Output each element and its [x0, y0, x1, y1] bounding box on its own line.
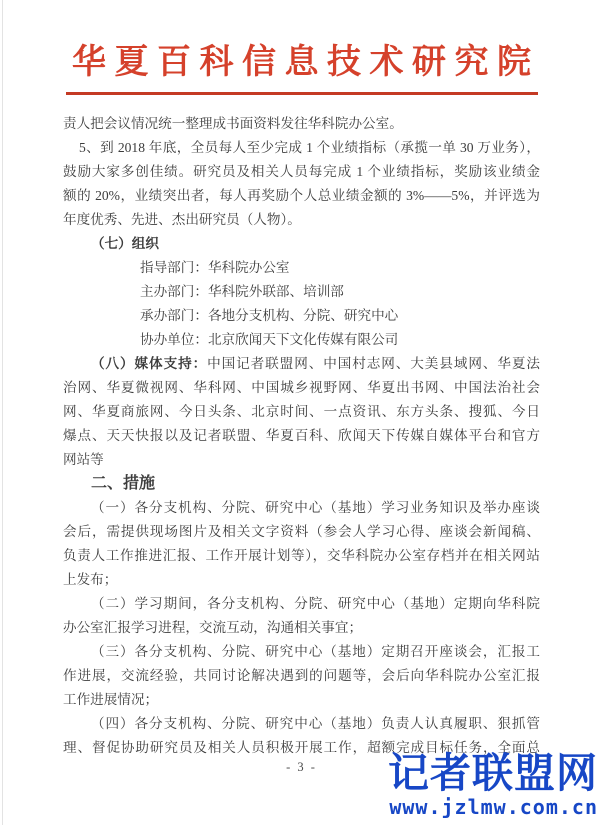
text-line — [63, 208, 540, 232]
text-line — [63, 592, 540, 616]
text-segment: 中国记者联盟网、中国村志网、大美县域网、华夏法 — [207, 356, 540, 371]
text-line — [63, 664, 540, 688]
text-segment: 工作进展情况； — [63, 692, 159, 707]
text-segment-bold: （七）组织 — [91, 236, 159, 251]
text-line — [63, 400, 540, 424]
text-segment: 治网、华夏微视网、华科网、中国城乡视野网、华夏出书网、中国法治社会 — [63, 380, 540, 395]
text-line — [63, 328, 540, 352]
text-line — [63, 232, 540, 256]
text-segment: 会后，需提供现场图片及相关文字资料（参会人学习心得、座谈会新闻稿、 — [63, 524, 540, 539]
text-segment: 年度优秀、先进、杰出研究员（人物）。 — [63, 212, 301, 227]
text-segment: 负责人工作推进汇报、工作开展计划等），交华科院办公室存档并在相关网站 — [63, 548, 540, 563]
text-line — [63, 544, 540, 568]
text-line — [63, 280, 540, 304]
text-line — [63, 616, 540, 640]
text-segment: 承办部门：各地分支机构、分院、研究中心 — [140, 308, 399, 323]
text-segment-bold: （八）媒体支持： — [91, 356, 208, 371]
text-segment: 理、督促协助研究员及相关人员积极开展工作，超额完成目标任务，全面总 — [63, 740, 540, 755]
text-segment: 网站等 — [63, 452, 104, 467]
text-line — [63, 712, 540, 736]
text-segment: （三）各分支机构、分院、研究中心（基地）定期召开座谈会，汇报工 — [91, 644, 540, 659]
watermark — [388, 751, 598, 819]
text-segment: 作进展，交流经验，共同讨论解决遇到的问题等，会后向华科院办公室汇报 — [63, 668, 540, 683]
letterhead-rule — [66, 92, 538, 95]
text-segment: 指导部门：华科院办公室 — [140, 260, 290, 275]
text-segment-bold: 二、措施 — [91, 475, 156, 492]
text-segment: 爆点、天天快报以及记者联盟、华夏百科、欣闻天下传媒自媒体平台和官方 — [63, 428, 540, 443]
text-line — [63, 472, 540, 496]
text-segment: （二）学习期间，各分支机构、分院、研究中心（基地）定期向华科院 — [91, 596, 540, 611]
text-segment: 上发布； — [63, 572, 118, 587]
text-segment: 责人把会议情况统一整理成书面资料发往华科院办公室。 — [63, 116, 403, 131]
text-line — [63, 352, 540, 376]
text-segment: 额的 20%，业绩突出者，每人再奖励个人总业绩金额的 3%——5%，并评选为 — [63, 188, 540, 203]
text-line — [63, 376, 540, 400]
text-line — [63, 160, 540, 184]
document-body — [63, 112, 540, 760]
text-segment: 鼓励大家多创佳绩。研究员及相关人员每完成 1 个业绩指标，奖励该业绩金 — [63, 164, 540, 179]
watermark-site-url: www.jzlmw.com.cn — [389, 795, 598, 819]
text-segment: 主办部门：华科院外联部、培训部 — [140, 284, 344, 299]
text-line — [63, 520, 540, 544]
text-line — [63, 640, 540, 664]
text-line — [63, 424, 540, 448]
org-title: 华夏百科信息技术研究院 — [72, 44, 540, 81]
text-segment: （四）各分支机构、分院、研究中心（基地）负责人认真履职、狠抓管 — [91, 716, 540, 731]
text-line — [63, 112, 540, 136]
text-segment: 5、到 2018 年底，全员每人至少完成 1 个业绩指标（承揽一单 30 万业务）， — [79, 140, 540, 155]
text-segment: （一）各分支机构、分院、研究中心（基地）学习业务知识及举办座谈 — [91, 500, 540, 515]
text-line — [63, 304, 540, 328]
text-line — [63, 136, 540, 160]
watermark-site-name: 记者联盟网 — [388, 750, 598, 796]
text-line — [63, 568, 540, 592]
text-line — [63, 688, 540, 712]
text-line — [63, 496, 540, 520]
text-line — [63, 256, 540, 280]
letterhead — [66, 34, 538, 95]
text-segment: 网、华夏商旅网、今日头条、北京时间、一点资讯、东方头条、搜狐、今日 — [63, 404, 540, 419]
text-segment: 协办单位：北京欣闻天下文化传媒有限公司 — [140, 332, 399, 347]
page-number: - 3 - — [286, 760, 317, 774]
text-segment: 办公室汇报学习进程，交流互动，沟通相关事宜； — [63, 620, 363, 635]
text-line — [63, 448, 540, 472]
text-line — [63, 184, 540, 208]
